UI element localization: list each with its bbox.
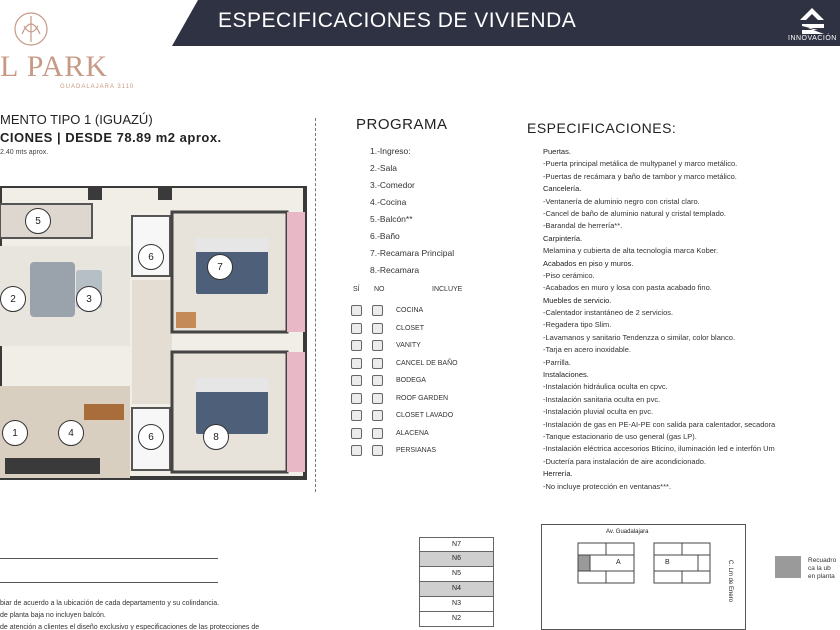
especificacion-line: -Acabados en muro y losa con pasta acabado fino. (543, 283, 712, 293)
especificacion-line: -Instalación de gas en PE-AI-PE con salida para calentador, secadora (543, 419, 776, 429)
si-checkbox[interactable] (351, 340, 362, 351)
especificacion-line: Instalaciones. (543, 370, 589, 380)
programa-item: 3.-Comedor (370, 180, 415, 190)
site-map-drawing (542, 525, 747, 630)
legend-text (808, 557, 836, 581)
programa-item: 6.-Baño (370, 231, 400, 241)
levels-table (419, 537, 494, 627)
signature-line (0, 582, 218, 583)
section-divider (315, 118, 316, 492)
level-cell: N3 (419, 597, 494, 612)
signature-line (0, 558, 218, 559)
no-checkbox[interactable] (372, 410, 383, 421)
incluye-row (351, 407, 458, 425)
room-marker: 5 (25, 208, 51, 234)
incluye-item-label: PERSIANAS (396, 447, 437, 455)
level-cell: N4 (419, 582, 494, 597)
level-cell: N5 (419, 567, 494, 582)
innovacion-label: INNOVACIÓN (788, 35, 837, 42)
room-marker: 4 (58, 420, 84, 446)
especificacion-line: -Puertas de recámara y baño de tambor y marco metálico. (543, 171, 737, 181)
no-checkbox[interactable] (372, 340, 383, 351)
incluye-row (351, 302, 458, 320)
programa-item: 4.-Cocina (370, 197, 407, 207)
room-marker: 6 (138, 244, 164, 270)
incluye-item-label: CLOSET LAVADO (396, 412, 454, 420)
programa-item: 7.-Recamara Principal (370, 248, 455, 258)
programa-item: 1.-Ingreso: (370, 146, 411, 156)
especificaciones-list (543, 146, 840, 493)
no-checkbox[interactable] (372, 393, 383, 404)
especificacion-line: -Cancel de baño de aluminio natural y cristal templado. (543, 208, 727, 218)
room-marker: 8 (203, 424, 229, 450)
especificacion-line: -No incluye protección en ventanas***. (543, 481, 671, 491)
especificacion-line: Muebles de servicio. (543, 295, 612, 305)
especificacion-line: -Barandal de herrería**. (543, 221, 623, 231)
incluye-item-label: ALACENA (396, 429, 429, 437)
incluye-row (351, 425, 458, 443)
tower-b-label: B (665, 559, 670, 566)
programa-item: 5.-Balcón** (370, 214, 413, 224)
incluye-label: INCLUYE (432, 286, 463, 293)
especificacion-line: -Instalación pluvial oculta en pvc. (543, 407, 654, 417)
incluye-list (351, 302, 458, 460)
footnote: de planta baja no incluyen balcón. (0, 612, 106, 619)
programa-item: 8.-Recamara (370, 265, 420, 275)
incluye-item-label: ROOF GARDEN (396, 394, 449, 402)
level-cell: N6 (419, 552, 494, 567)
tower-a-label: A (616, 559, 621, 566)
si-checkbox[interactable] (351, 410, 362, 421)
especificacion-line: -Calentador instantáneo de 2 servicios. (543, 308, 674, 318)
street-side-label: C. Lm de Enero (727, 560, 733, 603)
si-checkbox[interactable] (351, 445, 362, 456)
especificacion-line: -Instalación eléctrica accesorios Bticino, iluminación led e interfón Um (543, 444, 775, 454)
especificacion-line: -Parrilla. (543, 357, 571, 367)
especificacion-line: -Tanque estacionario de uso general (gas LP). (543, 431, 697, 441)
especificacion-line: -Piso cerámico. (543, 270, 595, 280)
si-checkbox[interactable] (351, 428, 362, 439)
brand-emblem-icon (10, 8, 52, 50)
programa-item: 2.-Sala (370, 163, 397, 173)
brand-subtitle: GUADALAJARA 3110 (60, 84, 135, 90)
legend-line: Recuadro (808, 557, 837, 564)
room-marker: 2 (0, 286, 26, 312)
incluye-item-label: COCINA (396, 307, 424, 315)
room-marker: 3 (76, 286, 102, 312)
incluye-row (351, 337, 458, 355)
unit-type: MENTO TIPO 1 (IGUAZÚ) (0, 112, 153, 127)
especificacion-line: -Tarja en acero inoxidable. (543, 345, 631, 355)
si-checkbox[interactable] (351, 305, 362, 316)
no-checkbox[interactable] (372, 428, 383, 439)
no-checkbox[interactable] (372, 358, 383, 369)
room-marker: 6 (138, 424, 164, 450)
level-cell: N7 (419, 537, 494, 552)
page-title: ESPECIFICACIONES DE VIVIENDA (218, 9, 577, 32)
incluye-row (351, 355, 458, 373)
especificaciones-title: ESPECIFICACIONES: (527, 120, 677, 136)
programa-title: PROGRAMA (356, 116, 448, 133)
especificacion-line: -Ventanería de aluminio negro con cristal claro. (543, 196, 700, 206)
especificacion-line: -Ductería para instalación de aire acondicionado. (543, 456, 707, 466)
especificacion-line: -Puerta principal metálica de multypanel y marco metálico. (543, 159, 738, 169)
street-top-label: Av. Guadalajara (606, 529, 649, 535)
especificacion-line: Melamina y cubierta de alta tecnología marca Kober. (543, 246, 719, 256)
incluye-row (351, 442, 458, 460)
no-checkbox[interactable] (372, 375, 383, 386)
especificacion-line: Carpintería. (543, 233, 583, 243)
footnote: biar de acuerdo a la ubicación de cada departamento y su colindancia. (0, 600, 220, 607)
si-checkbox[interactable] (351, 375, 362, 386)
si-label: SÍ (353, 286, 360, 293)
unit-rooms-area: CIONES | DESDE 78.89 m2 aprox. (0, 130, 222, 145)
si-checkbox[interactable] (351, 358, 362, 369)
si-checkbox[interactable] (351, 323, 362, 334)
incluye-item-label: CLOSET (396, 324, 425, 332)
incluye-item-label: CANCEL DE BAÑO (396, 359, 458, 367)
incluye-item-label: BODEGA (396, 377, 426, 385)
programa-list (370, 143, 454, 279)
especificacion-line: -Regadera tipo Slim. (543, 320, 612, 330)
footnote: de atención a clientes el diseño exclusivo y especificaciones de las protecciones de (0, 624, 260, 630)
especificacion-line: Cancelería. (543, 184, 582, 194)
no-checkbox[interactable] (372, 305, 383, 316)
si-checkbox[interactable] (351, 393, 362, 404)
brand-name: L PARK (0, 50, 108, 83)
no-label: NO (374, 286, 385, 293)
especificacion-line: Acabados en piso y muros. (543, 258, 634, 268)
especificacion-line: Herrería. (543, 469, 573, 479)
incluye-row (351, 320, 458, 338)
room-marker: 1 (2, 420, 28, 446)
footnotes (0, 598, 259, 630)
legend-swatch (775, 556, 801, 578)
legend-line: ca la ub (808, 565, 831, 572)
legend-line: en planta (808, 573, 835, 580)
site-map (541, 524, 746, 630)
especificacion-line: -Lavamanos y sanitario Tendenzza o similar, color blanco. (543, 332, 736, 342)
incluye-item-label: VANITY (396, 342, 421, 350)
incluye-row (351, 390, 458, 408)
no-checkbox[interactable] (372, 323, 383, 334)
no-checkbox[interactable] (372, 445, 383, 456)
especificacion-line: -Instalación hidráulica oculta en cpvc. (543, 382, 668, 392)
especificacion-line: -Instalación sanitaria oculta en pvc. (543, 394, 661, 404)
unit-height: 2.40 mts aprox. (0, 149, 49, 156)
room-marker: 7 (207, 254, 233, 280)
especificacion-line: Puertas. (543, 147, 571, 156)
floor-plan (0, 186, 310, 490)
level-cell: N2 (419, 612, 494, 627)
incluye-row (351, 372, 458, 390)
